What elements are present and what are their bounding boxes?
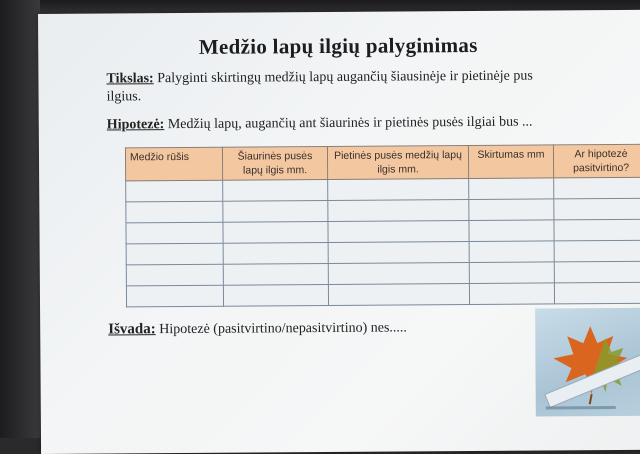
header-north-length: Šiaurinės pusės lapų ilgis mm. <box>222 146 327 180</box>
table-cell <box>126 223 223 245</box>
table-cell <box>126 286 223 308</box>
table-cell <box>328 179 469 201</box>
table-cell <box>223 264 328 286</box>
table-cell <box>554 262 640 284</box>
table-cell <box>554 241 640 263</box>
conclusion-label: Išvada: <box>108 321 156 338</box>
table-cell <box>554 199 640 221</box>
table-body <box>126 178 640 308</box>
header-difference: Skirtumas mm <box>468 145 553 179</box>
goal-line <box>106 69 532 88</box>
table-cell <box>469 199 554 221</box>
table-cell <box>126 265 223 287</box>
table-cell <box>469 283 554 305</box>
table-cell <box>126 244 223 266</box>
hypothesis-text: Medžių lapų, augančių ant šiaurinės ir pietinės pusės ilgiai bus ... <box>164 114 533 133</box>
table-header-row <box>125 144 640 181</box>
table-cell <box>328 284 469 306</box>
table-cell <box>469 241 554 263</box>
leaf-ruler-illustration <box>535 308 640 417</box>
table-cell <box>223 243 328 265</box>
goal-label: Tikslas: <box>106 71 154 87</box>
table-cell <box>328 200 469 222</box>
header-south-length: Pietinės pusės medžių lapų ilgis mm. <box>327 145 468 179</box>
wall-left <box>0 0 40 438</box>
table-cell <box>469 262 554 284</box>
table-cell <box>328 263 469 285</box>
goal-line-continued: ilgius. <box>106 89 142 105</box>
table-cell <box>223 180 328 202</box>
table-cell <box>554 220 640 242</box>
table-cell <box>554 283 640 305</box>
maple-leaf-ruler-picture <box>535 308 640 417</box>
picture-caption <box>546 406 616 409</box>
table-cell <box>554 178 640 200</box>
table-cell <box>223 222 328 244</box>
table-cell <box>126 181 223 203</box>
table-cell <box>223 285 328 307</box>
goal-text: Palyginti skirtingų medžių lapų augančių šiausinėje ir pietinėje pus <box>153 68 533 87</box>
conclusion-text: Hipotezė (pasitvirtino/nepasitvirtino) nes..... <box>155 320 407 338</box>
table-cell <box>328 242 469 264</box>
table-row <box>126 283 640 308</box>
header-species: Medžio rūšis <box>125 147 222 181</box>
table-cell <box>469 178 554 200</box>
results-table <box>125 144 640 308</box>
table-cell <box>223 201 328 223</box>
projected-slide <box>38 10 640 454</box>
slide-title: Medžio lapų ilgių palyginimas <box>198 32 478 59</box>
hypothesis-line <box>107 115 533 134</box>
header-confirmed: Ar hipotezė pasitvirtino? <box>553 144 640 178</box>
hypothesis-label: Hipotezė: <box>106 117 165 133</box>
conclusion-line <box>108 319 407 338</box>
table-cell <box>126 202 223 224</box>
table-cell <box>469 220 554 242</box>
leaf-stem <box>590 394 592 404</box>
table-cell <box>328 221 469 243</box>
